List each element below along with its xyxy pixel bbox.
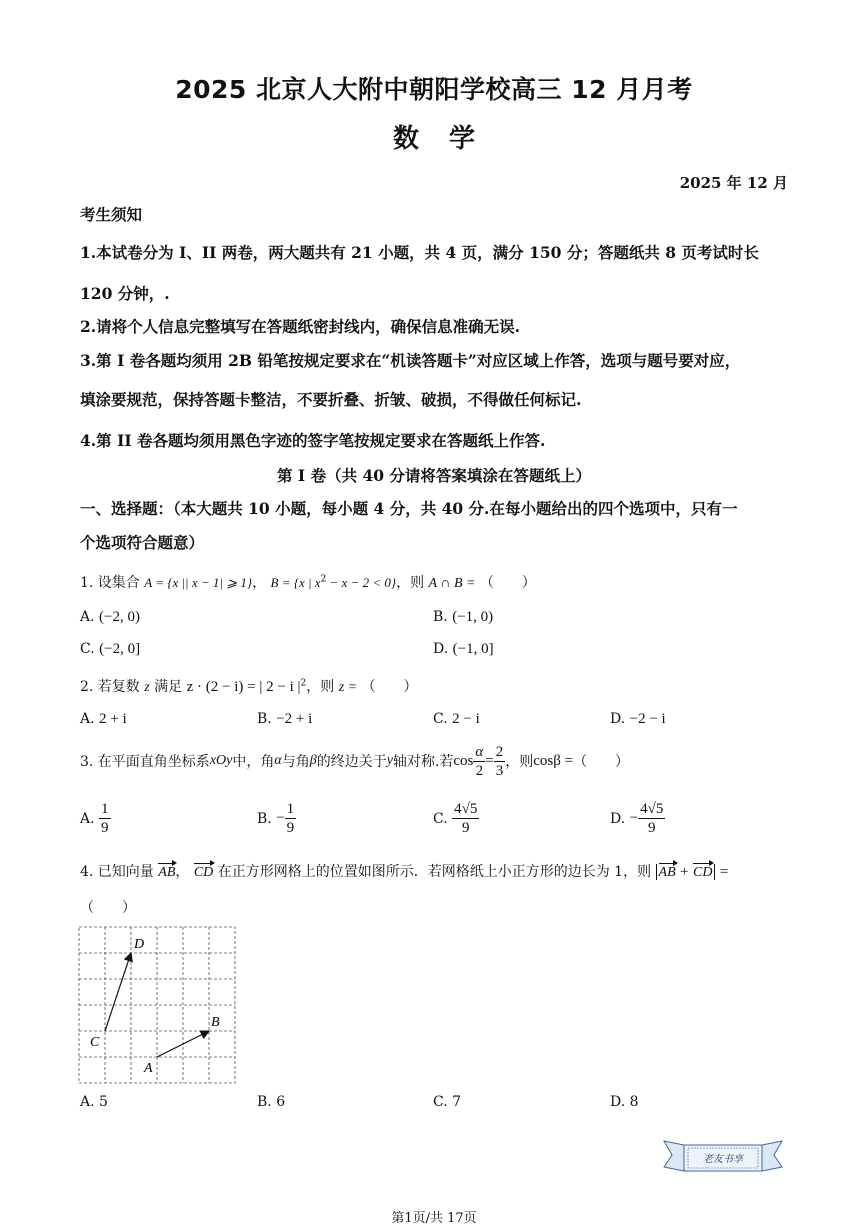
q3-option-c-label: C. xyxy=(433,810,448,827)
notice-item-2: 2.请将个人信息完整填写在答题纸密封线内，确保信息准确无误. xyxy=(80,317,521,336)
q3-option-a-label: A. xyxy=(80,810,95,827)
question-2: 2. 若复数 z 满足 z · (2 − i) = | 2 − i $|^2$，则 z = （ ） xyxy=(80,678,418,695)
q3-option-a[interactable] xyxy=(80,800,111,837)
q3-option-d[interactable] xyxy=(610,800,665,837)
q3-cos: cos xyxy=(453,752,474,769)
q4-prefix: 4. 已知向量 xyxy=(80,864,154,880)
q3-option-d-value: $\frac{4√5}{9}$ xyxy=(640,801,664,836)
q3-mid3: 的终边关于 xyxy=(316,754,387,770)
section-1-heading: 一、选择题：（本大题共 10 小题，每小题 4 分，共 40 分.在每小题给出的四个选项中，只有一 xyxy=(80,499,738,518)
q1-option-d-label: D. xyxy=(433,641,449,657)
q3-prefix: 3. 在平面直角坐标系 xyxy=(80,754,210,770)
question-4 xyxy=(80,861,728,881)
notice-item-1-cont: 120 分钟，. xyxy=(80,284,170,303)
q1-option-c[interactable] xyxy=(80,641,140,658)
q2-option-a[interactable] xyxy=(80,711,127,728)
q3-option-b-value: $\frac{1}{9}$ xyxy=(286,801,295,836)
q3-mid1: 中，角 xyxy=(232,754,275,770)
q1-tail: ，则 xyxy=(396,575,425,591)
question-1: 1. 设集合 A = {x || x − 1| ⩾ 1}， B = {x | $x^2 - x - 2 < 0$}，则 A ∩ B = （ ） xyxy=(80,574,536,591)
notice-item-3-cont: 填涂要规范，保持答题卡整洁，不要折叠、折皱、破损，不得做任何标记. xyxy=(80,390,582,409)
q4-vector-ab: AB xyxy=(158,865,176,880)
q3-option-b-label: B. xyxy=(257,810,272,827)
q1-set-b-post: − x − 2 < 0} xyxy=(326,575,397,590)
q3-paren: （ ） xyxy=(573,754,630,770)
ribbon-stamp-logo xyxy=(662,1137,784,1175)
q3-option-c-value: $\frac{4√5}{9}$ xyxy=(454,801,478,836)
q3-option-a-value: $\frac{1}{9}$ xyxy=(101,801,109,836)
exam-title: 2025 北京人大附中朝阳学校高三 12 月月考 xyxy=(175,75,693,104)
section-1-heading-cont: 个选项符合题意） xyxy=(80,533,205,552)
q3-fraction-value: $\frac{2}{3}$ xyxy=(495,743,504,779)
q4-grid-figure xyxy=(78,924,238,1086)
q4-mid: 在正方形网格上的位置如图所示．若网格纸上小正方形的边长为 1，则 xyxy=(217,864,652,880)
q3-tail: ，则 xyxy=(505,754,534,770)
q3-mid2: 与角 xyxy=(281,754,310,770)
q1-prefix: 1. 设集合 xyxy=(80,575,140,591)
q2-option-a-label: A. xyxy=(80,711,95,727)
q2-paren: （ ） xyxy=(361,679,418,695)
point-c-label: C xyxy=(90,1035,100,1050)
q1-comma: ， xyxy=(252,575,267,591)
q3-option-d-sign: − xyxy=(629,810,639,826)
q3-beta: β xyxy=(309,753,317,768)
q2-option-b-value: −2 + i xyxy=(276,711,313,727)
grid-lines xyxy=(79,927,235,1083)
q4-option-d[interactable]: D. 8 xyxy=(610,1094,639,1110)
q3-option-c[interactable] xyxy=(433,800,479,837)
q4-vector-cd: CD xyxy=(193,865,214,880)
q1-set-a: A = {x || x − 1| ⩾ 1} xyxy=(144,575,253,590)
notice-item-3: 3.第 I 卷各题均须用 2B 铅笔按规定要求在“机读答题卡”对应区域上作答，选项与题号要对应， xyxy=(80,351,741,370)
q3-yaxis: y xyxy=(386,753,393,768)
q3-fraction-alpha: $\frac{\alpha}{2}$ xyxy=(475,743,484,779)
subject-title: 数学 xyxy=(392,124,505,154)
notice-heading: 考生须知 xyxy=(80,205,143,224)
q2-option-c-label: C. xyxy=(433,711,448,727)
q2-tail: ，则 xyxy=(306,679,335,695)
q1-set-b-pre: B = {x | x xyxy=(270,575,321,590)
exam-date: 2025 年 12 月 xyxy=(679,174,788,192)
q2-prefix: 2. 若复数 xyxy=(80,679,140,695)
q3-option-d-label: D. xyxy=(610,810,626,827)
q2-option-b-label: B. xyxy=(257,711,272,727)
point-a-label: A xyxy=(144,1061,153,1076)
q2-option-b[interactable] xyxy=(257,711,312,728)
q1-option-b[interactable] xyxy=(433,609,493,626)
q2-option-c-value: 2 − i xyxy=(452,711,480,727)
q3-mid4: 轴对称.若 xyxy=(392,754,454,770)
point-d-label: D xyxy=(134,937,145,952)
q1-option-d-value: (−1, 0] xyxy=(452,641,494,657)
q4-paren: （ ） xyxy=(80,900,136,916)
q3-alpha: α xyxy=(274,753,282,768)
q1-option-c-value: (−2, 0] xyxy=(99,641,141,657)
q2-equation: z · (2 − i) = | 2 − i | xyxy=(186,679,301,695)
q2-option-c[interactable] xyxy=(433,711,480,728)
q2-option-d-label: D. xyxy=(610,711,626,727)
q1-option-b-label: B. xyxy=(433,609,448,625)
page-footer: 第1页/共 17页 xyxy=(391,1211,477,1226)
q2-option-d[interactable] xyxy=(610,711,666,728)
q4-equals: = xyxy=(719,864,729,880)
q2-var: z xyxy=(144,680,150,695)
q2-option-d-value: −2 − i xyxy=(629,711,666,727)
notice-item-1: 1.本试卷分为 I、II 两卷，两大题共有 21 小题，共 4 页，满分 150 分；答题纸共 8 页考试时长 xyxy=(80,243,759,262)
q2-ask: z = xyxy=(338,680,358,695)
stamp-text: 老友书享 xyxy=(703,1154,743,1165)
q2-mid: 满足 xyxy=(154,679,183,695)
part-1-heading: 第 I 卷（共 40 分请将答案填涂在答题纸上） xyxy=(277,466,591,485)
vector-cd-arrow xyxy=(105,953,131,1031)
q1-option-a[interactable] xyxy=(80,609,140,626)
q3-ask: cosβ = xyxy=(533,752,574,769)
question-3 xyxy=(80,741,629,781)
q4-option-b[interactable]: B. 6 xyxy=(257,1094,286,1110)
q1-option-b-value: (−1, 0) xyxy=(452,609,494,625)
notice-item-4: 4.第 II 卷各题均须用黑色字迹的签字笔按规定要求在答题纸上作答. xyxy=(80,431,546,450)
q3-equals: = xyxy=(485,752,494,769)
q1-option-a-value: (−2, 0) xyxy=(99,609,140,625)
q1-paren: （ ） xyxy=(479,575,536,591)
q4-option-a[interactable]: A. 5 xyxy=(80,1094,108,1110)
point-b-label: B xyxy=(211,1015,220,1030)
q1-option-c-label: C. xyxy=(80,641,95,657)
q2-option-a-value: 2 + i xyxy=(99,711,127,727)
q4-comma: ， xyxy=(175,864,190,880)
q4-magnitude: AB + CD xyxy=(656,864,716,880)
q3-plane: xOy xyxy=(209,753,233,768)
q3-option-b-sign: − xyxy=(276,810,285,826)
q1-option-d[interactable] xyxy=(433,641,494,658)
q4-option-c[interactable]: C. 7 xyxy=(433,1094,462,1110)
q1-expression: A ∩ B = xyxy=(428,576,476,591)
q3-option-b[interactable] xyxy=(257,800,296,837)
q1-option-a-label: A. xyxy=(80,609,95,625)
